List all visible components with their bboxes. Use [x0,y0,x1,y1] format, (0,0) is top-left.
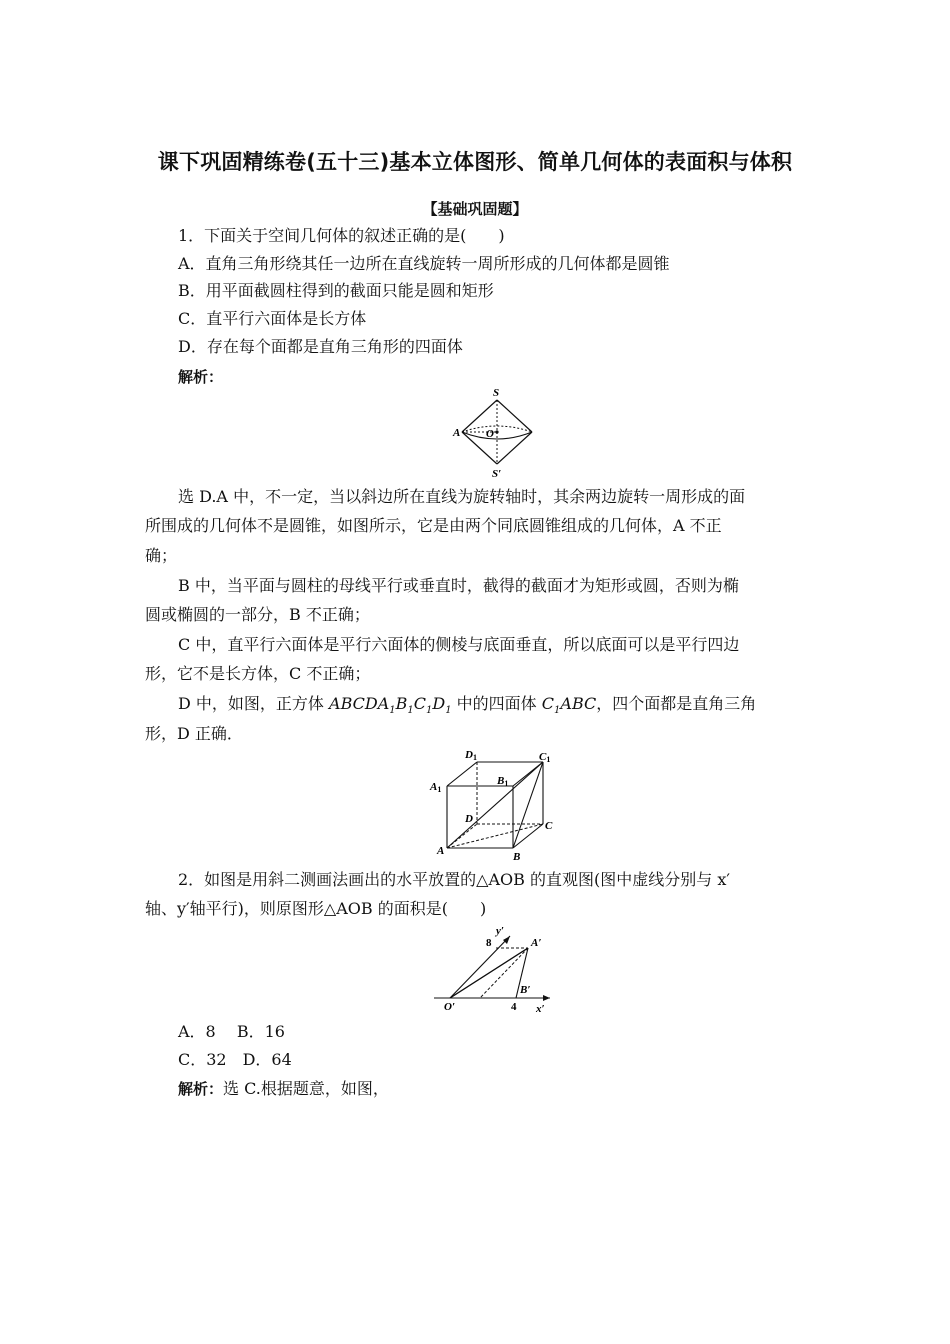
q1-stem: 1．下面关于空间几何体的叙述正确的是( ) [178,226,505,245]
fig1-label-o: O [486,428,494,440]
section-heading: 【基础巩固题】 [422,200,528,218]
q1-option-a: A．直角三角形绕其任一边所在直线旋转一周所形成的几何体都是圆锥 [178,254,670,273]
q1-analysis-line-1: 选 D.A 中，不一定，当以斜边所在直线为旋转轴时，其余两边旋转一周形成的面 [178,487,746,506]
fig1-label-a: A [453,427,461,439]
q1-option-c: C．直平行六面体是长方体 [178,309,367,328]
page-title: 课下巩固精练卷(五十三)基本立体图形、简单几何体的表面积与体积 [157,150,793,174]
fig3-label-x: x′ [536,1003,545,1015]
cube-name: $ABCDA_1B_1C_1D_1$ [329,694,452,717]
q2-stem-line-1: 2．如图是用斜二测画法画出的水平放置的△AOB 的直观图(图中虚线分别与 x′ [178,870,730,889]
fig3-label-o: O′ [444,1001,456,1013]
fig2-label-d1: D1 [465,749,477,762]
fig2-label-c: C [545,820,553,832]
q2-analysis: 解析：选 C.根据题意，如图， [178,1079,389,1098]
fig2-label-d: D [465,813,473,825]
q1-analysis-label: 解析： [178,368,224,386]
fig2-label-a: A [437,845,445,857]
fig3-label-eight: 8 [486,937,492,949]
fig3-label-a: A′ [531,937,542,949]
q1-analysis-line-7: 形，它不是长方体，C 不正确； [145,664,371,683]
q1-option-d: D．存在每个面都是直角三角形的四面体 [178,337,463,356]
double-cone-figure [450,384,540,480]
fig2-label-b: B [513,851,521,863]
fig3-label-y: y′ [496,925,504,937]
q1-analysis-line-9: 形，D 正确． [145,724,243,743]
q1-analysis-line-4: B 中，当平面与圆柱的母线平行或垂直时，截得的截面才为矩形或圆，否则为椭 [178,576,739,595]
cube-figure [425,748,560,863]
q2-stem-line-2: 轴、y′轴平行)，则原图形△AOB 的面积是( ) [145,899,487,918]
fig2-label-a1: A1 [430,781,442,794]
q1-analysis-line-3: 确； [145,546,178,565]
q1-analysis-line-8: D 中，如图，正方体 $ABCDA_1B_1C_1D_1$ 中的四面体 $C_1ABC$，四个面都是直角三角 [178,694,757,717]
q1-option-b: B．用平面截圆柱得到的截面只能是圆和矩形 [178,281,494,300]
fig3-label-four: 4 [511,1001,517,1013]
fig2-label-b1: B1 [497,775,509,788]
tetrahedron-name: $C_1ABC$ [541,694,597,717]
fig2-label-c1: C1 [539,751,551,764]
oblique-drawing-figure [430,924,560,1016]
fig3-label-b: B′ [520,984,531,996]
q1-analysis-line-6: C 中，直平行六面体是平行六面体的侧棱与底面垂直，所以底面可以是平行四边 [178,635,740,654]
fig1-label-s: S [493,387,500,399]
q1-analysis-line-2: 所围成的几何体不是圆锥，如图所示，它是由两个同底圆锥组成的几何体，A 不正 [145,516,722,535]
q2-options-row-2: C．32 D．64 [178,1050,292,1069]
fig1-label-s-prime: S′ [492,468,502,480]
q1-analysis-line-5: 圆或椭圆的一部分，B 不正确； [145,605,370,624]
q2-options-row-1: A．8 B．16 [178,1022,285,1041]
